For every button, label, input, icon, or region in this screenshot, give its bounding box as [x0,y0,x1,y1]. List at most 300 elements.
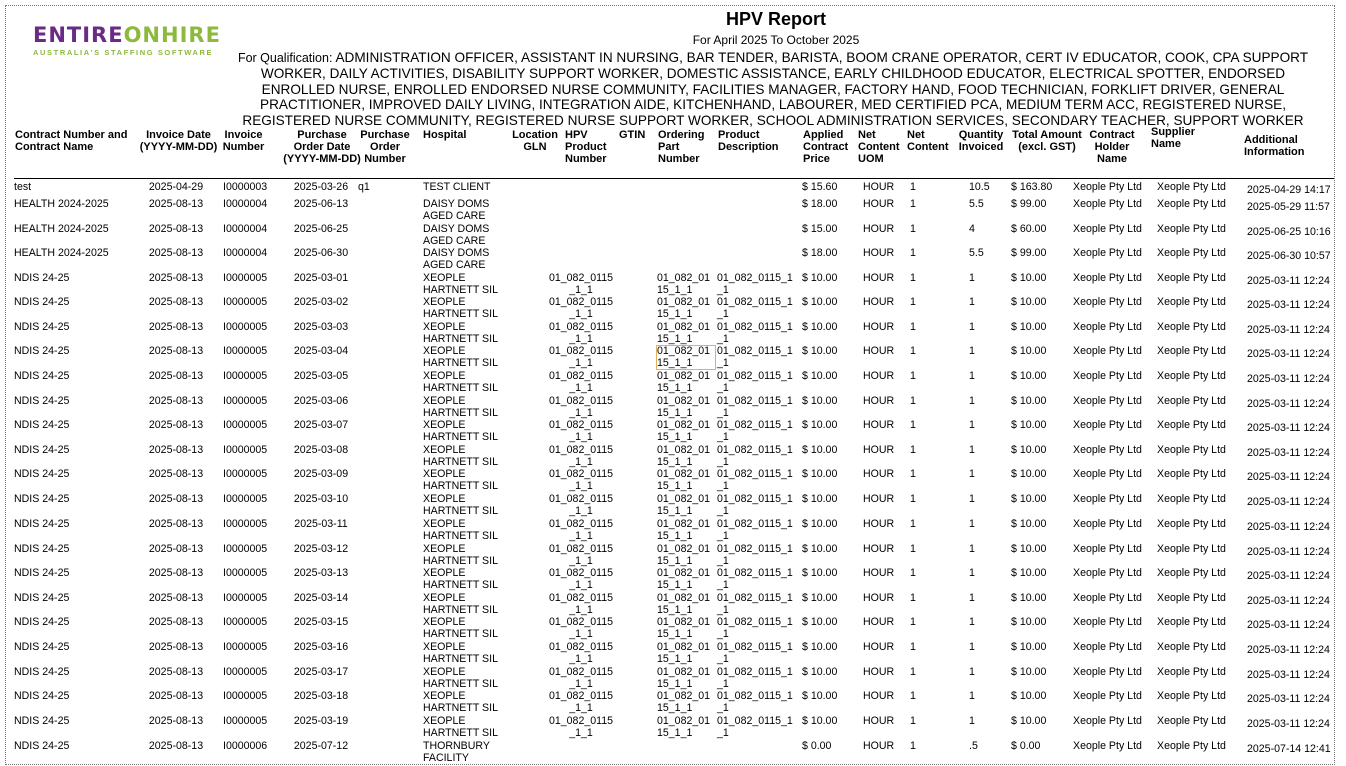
cell-price: $ 10.00 [802,444,838,456]
cell-supplier: Xeople Pty Ltd [1157,345,1226,357]
cell-po-date: 2025-03-12 [293,543,349,555]
cell-po-date: 2025-03-10 [293,493,349,505]
cell-hpv: 01_082_0115 _1_1 [548,296,614,320]
cell-additional: 2025-03-11 12:24 [1247,324,1330,336]
cell-uom: HOUR [863,740,895,752]
cell-additional: 2025-03-11 12:24 [1247,546,1330,558]
cell-holder: Xeople Pty Ltd [1073,247,1142,259]
cell-hospital: XEOPLE HARTNETT SIL [423,518,498,542]
cell-desc: 01_082_0115_1 _1 [717,715,793,739]
cell-uom: HOUR [863,666,895,678]
table-row [6,568,1335,592]
table-row [6,494,1335,518]
cell-desc: 01_082_0115_1 _1 [717,666,793,690]
cell-po-date: 2025-03-01 [293,272,349,284]
cell-price: $ 10.00 [802,518,838,530]
cell-qty: 1 [969,395,975,407]
qualification-prefix: For Qualification: [237,51,333,65]
cell-ordering: 01_082_01 15_1_1 [657,592,711,616]
cell-po-date: 2025-03-18 [293,690,349,702]
cell-ordering: 01_082_01 15_1_1 [657,321,711,345]
cell-contract: NDIS 24-25 [14,641,70,653]
cell-ordering: 01_082_01 15_1_1 [657,641,711,665]
cell-ordering: 01_082_01 15_1_1 [657,567,711,591]
cell-hospital: TEST CLIENT [423,181,491,193]
cell-price: $ 10.00 [802,370,838,382]
cell-contract: HEALTH 2024-2025 [14,198,109,210]
table-row [6,273,1335,297]
cell-desc: 01_082_0115_1 _1 [717,444,793,468]
cell-price: $ 10.00 [802,395,838,407]
cell-additional: 2025-03-11 12:24 [1247,373,1330,385]
cell-additional: 2025-03-11 12:24 [1247,422,1330,434]
cell-contract: NDIS 24-25 [14,666,70,678]
cell-po-no: q1 [358,181,370,193]
cell-inv-date: 2025-08-13 [148,444,204,456]
cell-holder: Xeople Pty Ltd [1073,181,1142,193]
cell-ordering: 01_082_01 15_1_1 [657,543,711,567]
cell-desc: 01_082_0115_1 _1 [717,518,793,542]
cell-inv-date: 2025-08-13 [148,641,204,653]
cell-supplier: Xeople Pty Ltd [1157,592,1226,604]
cell-hospital: XEOPLE HARTNETT SIL [423,370,498,394]
cell-ordering: 01_082_01 15_1_1 [657,395,711,419]
cell-uom: HOUR [863,641,895,653]
report-period: For April 2025 To October 2025 [692,33,860,47]
cell-uom: HOUR [863,690,895,702]
cell-additional: 2025-03-11 12:24 [1247,496,1330,508]
cell-price: $ 10.00 [802,272,838,284]
cell-hpv: 01_082_0115 _1_1 [548,345,614,369]
cell-price: $ 10.00 [802,567,838,579]
cell-holder: Xeople Pty Ltd [1073,468,1142,480]
cell-desc: 01_082_0115_1 _1 [717,616,793,640]
cell-supplier: Xeople Pty Ltd [1157,567,1226,579]
cell-price: $ 10.00 [802,715,838,727]
cell-po-date: 2025-06-25 [293,223,349,235]
cell-holder: Xeople Pty Ltd [1073,666,1142,678]
cell-hpv: 01_082_0115 _1_1 [548,666,614,690]
cell-contract: NDIS 24-25 [14,296,70,308]
cell-holder: Xeople Pty Ltd [1073,198,1142,210]
cell-price: $ 10.00 [802,666,838,678]
cell-additional: 2025-03-11 12:24 [1247,521,1330,533]
cell-holder: Xeople Pty Ltd [1073,518,1142,530]
cell-net: 1 [910,370,916,382]
cell-hospital: XEOPLE HARTNETT SIL [423,616,498,640]
cell-contract: NDIS 24-25 [14,690,70,702]
cell-contract: NDIS 24-25 [14,616,70,628]
cell-supplier: Xeople Pty Ltd [1157,198,1226,210]
cell-total: $ 10.00 [1011,419,1047,431]
header-invoice-number: Invoice Number [222,129,265,153]
cell-ordering: 01_082_01 15_1_1 [657,419,711,443]
logo-wordmark [33,24,223,46]
cell-po-date: 2025-03-26 [293,181,349,193]
cell-hospital: DAISY DOMS AGED CARE [423,198,490,222]
table-row [6,519,1335,543]
cell-inv-date: 2025-08-13 [148,272,204,284]
cell-po-date: 2025-03-06 [293,395,349,407]
cell-hospital: XEOPLE HARTNETT SIL [423,641,498,665]
cell-inv-no: I0000005 [223,468,268,480]
cell-inv-date: 2025-04-29 [148,181,204,193]
cell-inv-no: I0000005 [223,666,268,678]
cell-total: $ 10.00 [1011,690,1047,702]
cell-qty: 1 [969,345,975,357]
cell-contract: NDIS 24-25 [14,370,70,382]
table-row [6,445,1335,469]
cell-total: $ 10.00 [1011,370,1047,382]
cell-desc: 01_082_0115_1 _1 [717,370,793,394]
cell-inv-date: 2025-08-13 [148,296,204,308]
cell-holder: Xeople Pty Ltd [1073,740,1142,752]
header-applied-price: Applied Contract Price [803,129,849,165]
cell-ordering: 01_082_01 15_1_1 [657,518,711,542]
table-row [6,544,1335,568]
cell-net: 1 [910,592,916,604]
cell-net: 1 [910,395,916,407]
cell-hpv: 01_082_0115 _1_1 [548,715,614,739]
cell-inv-date: 2025-08-13 [148,395,204,407]
cell-inv-no: I0000005 [223,444,268,456]
cell-inv-date: 2025-08-13 [148,592,204,604]
cell-qty: 1 [969,444,975,456]
cell-net: 1 [910,272,916,284]
cell-desc: 01_082_0115_1 _1 [717,296,793,320]
cell-ordering: 01_082_01 15_1_1 [657,444,711,468]
cell-hpv: 01_082_0115 _1_1 [548,493,614,517]
cell-qty: 1 [969,272,975,284]
cell-inv-date: 2025-08-13 [148,543,204,555]
cell-supplier: Xeople Pty Ltd [1157,493,1226,505]
cell-net: 1 [910,419,916,431]
cell-total: $ 99.00 [1011,247,1047,259]
cell-uom: HOUR [863,223,895,235]
table-row [6,371,1335,395]
cell-additional: 2025-03-11 12:24 [1247,447,1330,459]
cell-uom: HOUR [863,198,895,210]
cell-net: 1 [910,641,916,653]
table-row [6,741,1335,765]
table-row [6,420,1335,444]
cell-uom: HOUR [863,493,895,505]
cell-holder: Xeople Pty Ltd [1073,444,1142,456]
cell-price: $ 0.00 [802,740,832,752]
cell-desc: 01_082_0115_1 _1 [717,543,793,567]
cell-contract: NDIS 24-25 [14,395,70,407]
header-hospital: Hospital [423,129,467,141]
cell-holder: Xeople Pty Ltd [1073,616,1142,628]
cell-uom: HOUR [863,468,895,480]
table-row [6,396,1335,420]
cell-net: 1 [910,198,916,210]
cell-supplier: Xeople Pty Ltd [1157,543,1226,555]
cell-po-date: 2025-06-13 [293,198,349,210]
cell-inv-no: I0000005 [223,272,268,284]
cell-hospital: XEOPLE HARTNETT SIL [423,493,498,517]
cell-ordering: 01_082_01 15_1_1 [657,493,711,517]
cell-price: $ 10.00 [802,321,838,333]
table-row [6,617,1335,641]
cell-price: $ 10.00 [802,641,838,653]
cell-uom: HOUR [863,181,895,193]
cell-holder: Xeople Pty Ltd [1073,493,1142,505]
cell-inv-no: I0000005 [223,419,268,431]
cell-net: 1 [910,444,916,456]
header-rule [14,178,1334,179]
cell-contract: NDIS 24-25 [14,592,70,604]
report-title: HPV Report [725,9,826,29]
cell-desc: 01_082_0115_1 _1 [717,641,793,665]
cell-hospital: DAISY DOMS AGED CARE [423,247,490,271]
cell-hospital: XEOPLE HARTNETT SIL [423,567,498,591]
cell-hospital: XEOPLE HARTNETT SIL [423,444,498,468]
cell-supplier: Xeople Pty Ltd [1157,321,1226,333]
cell-total: $ 60.00 [1011,223,1047,235]
cell-desc: 01_082_0115_1 _1 [717,690,793,714]
cell-inv-no: I0000004 [223,223,268,235]
cell-total: $ 10.00 [1011,493,1047,505]
cell-additional: 2025-03-11 12:24 [1247,644,1330,656]
header-po-date: Purchase Order Date (YYYY-MM-DD) [283,129,361,165]
cell-ordering: 01_082_01 15_1_1 [657,666,711,690]
cell-supplier: Xeople Pty Ltd [1157,395,1226,407]
table-row [6,297,1335,321]
cell-ordering: 01_082_01 15_1_1 [657,296,711,320]
qualification-filter [228,50,1318,128]
cell-desc: 01_082_0115_1 _1 [717,321,793,345]
cell-hospital: XEOPLE HARTNETT SIL [423,296,498,320]
cell-supplier: Xeople Pty Ltd [1157,444,1226,456]
header-gtin: GTIN [619,129,646,141]
cell-price: $ 10.00 [802,616,838,628]
cell-po-date: 2025-03-02 [293,296,349,308]
cell-desc: 01_082_0115_1 _1 [717,395,793,419]
cell-total: $ 10.00 [1011,567,1047,579]
cell-net: 1 [910,740,916,752]
cell-supplier: Xeople Pty Ltd [1157,370,1226,382]
cell-supplier: Xeople Pty Ltd [1157,518,1226,530]
cell-additional: 2025-03-11 12:24 [1247,398,1330,410]
cell-net: 1 [910,181,916,193]
cell-ordering: 01_082_01 15_1_1 [657,616,711,640]
header-ordering-part: Ordering Part Number [658,129,705,165]
cell-holder: Xeople Pty Ltd [1073,345,1142,357]
cell-additional: 2025-06-25 10:16 [1247,226,1331,238]
cell-hpv: 01_082_0115 _1_1 [548,272,614,296]
cell-hpv: 01_082_0115 _1_1 [548,468,614,492]
cell-po-date: 2025-03-08 [293,444,349,456]
cell-hospital: XEOPLE HARTNETT SIL [423,272,498,296]
header-po-number: Purchase Order Number [360,129,410,165]
cell-inv-no: I0000004 [223,247,268,259]
cell-inv-date: 2025-08-13 [148,370,204,382]
cell-hpv: 01_082_0115 _1_1 [548,567,614,591]
cell-contract: NDIS 24-25 [14,419,70,431]
cell-hospital: XEOPLE HARTNETT SIL [423,592,498,616]
cell-total: $ 10.00 [1011,468,1047,480]
cell-inv-no: I0000005 [223,641,268,653]
cell-inv-no: I0000004 [223,198,268,210]
cell-price: $ 10.00 [802,296,838,308]
cell-hospital: XEOPLE HARTNETT SIL [423,345,498,369]
cell-contract: NDIS 24-25 [14,715,70,727]
cell-uom: HOUR [863,444,895,456]
header-additional-info: Additional Information [1244,134,1305,158]
cell-holder: Xeople Pty Ltd [1073,567,1142,579]
cell-supplier: Xeople Pty Ltd [1157,740,1226,752]
cell-total: $ 10.00 [1011,592,1047,604]
cell-qty: 1 [969,543,975,555]
cell-inv-no: I0000005 [223,518,268,530]
cell-net: 1 [910,715,916,727]
cell-inv-no: I0000005 [223,321,268,333]
cell-hpv: 01_082_0115 _1_1 [548,690,614,714]
cell-holder: Xeople Pty Ltd [1073,395,1142,407]
cell-po-date: 2025-03-15 [293,616,349,628]
cell-po-date: 2025-03-05 [293,370,349,382]
cell-po-date: 2025-03-11 [294,518,348,530]
cell-contract: NDIS 24-25 [14,740,70,752]
cell-inv-date: 2025-08-13 [148,321,204,333]
cell-total: $ 10.00 [1011,543,1047,555]
cell-contract: NDIS 24-25 [14,468,70,480]
cell-holder: Xeople Pty Ltd [1073,641,1142,653]
cell-inv-no: I0000005 [223,395,268,407]
cell-uom: HOUR [863,247,895,259]
cell-holder: Xeople Pty Ltd [1073,296,1142,308]
cell-contract: NDIS 24-25 [14,543,70,555]
cell-inv-no: I0000005 [223,567,268,579]
cell-hospital: XEOPLE HARTNETT SIL [423,666,498,690]
header-contract-holder: Contract Holder Name [1089,129,1135,165]
cell-additional: 2025-05-29 11:57 [1247,201,1330,213]
cell-additional: 2025-03-11 12:24 [1247,275,1330,287]
cell-po-date: 2025-03-17 [293,666,349,678]
cell-holder: Xeople Pty Ltd [1073,715,1142,727]
cell-po-date: 2025-06-30 [293,247,349,259]
cell-po-date: 2025-03-04 [293,345,349,357]
cell-po-date: 2025-03-09 [293,468,349,480]
cell-additional: 2025-03-11 12:24 [1247,348,1330,360]
cell-hospital: DAISY DOMS AGED CARE [423,223,490,247]
cell-inv-date: 2025-08-13 [148,666,204,678]
cell-ordering: 01_082_01 15_1_1 [657,715,711,739]
cell-supplier: Xeople Pty Ltd [1157,247,1226,259]
table-row [6,716,1335,740]
cell-net: 1 [910,345,916,357]
cell-supplier: Xeople Pty Ltd [1157,468,1226,480]
cell-holder: Xeople Pty Ltd [1073,370,1142,382]
cell-qty: 10.5 [969,181,990,193]
cell-desc: 01_082_0115_1 _1 [717,567,793,591]
cell-uom: HOUR [863,345,895,357]
cell-holder: Xeople Pty Ltd [1073,419,1142,431]
header-hpv-product: HPV Product Number [565,129,607,165]
cell-supplier: Xeople Pty Ltd [1157,223,1226,235]
cell-qty: 1 [969,296,975,308]
cell-uom: HOUR [863,518,895,530]
cell-desc: 01_082_0115_1 _1 [717,419,793,443]
cell-qty: 5.5 [969,198,984,210]
table-row [6,346,1335,370]
cell-inv-no: I0000005 [223,370,268,382]
cell-qty: 1 [969,518,975,530]
cell-net: 1 [910,493,916,505]
cell-inv-no: I0000005 [223,296,268,308]
cell-hospital: XEOPLE HARTNETT SIL [423,395,498,419]
cell-net: 1 [910,223,916,235]
header-location-gln: Location GLN [512,129,558,153]
cell-price: $ 10.00 [802,592,838,604]
cell-inv-date: 2025-08-13 [148,198,204,210]
cell-hpv: 01_082_0115 _1_1 [548,370,614,394]
cell-ordering: 01_082_01 15_1_1 [657,346,715,369]
cell-total: $ 10.00 [1011,321,1047,333]
header-supplier: Supplier Name [1151,126,1196,150]
cell-price: $ 15.00 [802,223,838,235]
cell-additional: 2025-06-30 10:57 [1247,250,1331,262]
cell-hpv: 01_082_0115 _1_1 [548,321,614,345]
cell-hpv: 01_082_0115 _1_1 [548,543,614,567]
cell-contract: NDIS 24-25 [14,321,70,333]
cell-inv-no: I0000005 [223,592,268,604]
cell-contract: NDIS 24-25 [14,567,70,579]
cell-inv-no: I0000005 [223,616,268,628]
cell-hpv: 01_082_0115 _1_1 [548,419,614,443]
cell-contract: NDIS 24-25 [14,493,70,505]
cell-hospital: XEOPLE HARTNETT SIL [423,419,498,443]
cell-inv-no: I0000006 [223,740,268,752]
cell-holder: Xeople Pty Ltd [1073,272,1142,284]
cell-inv-date: 2025-08-13 [148,345,204,357]
header-net-uom: Net Content UOM [858,129,900,165]
logo-word-onhire: ONHIRE [123,23,221,47]
cell-hpv: 01_082_0115 _1_1 [548,641,614,665]
cell-inv-no: I0000003 [223,181,268,193]
cell-qty: 4 [969,223,975,235]
cell-hospital: XEOPLE HARTNETT SIL [423,715,498,739]
cell-inv-no: I0000005 [223,345,268,357]
cell-additional: 2025-03-11 12:24 [1247,595,1330,607]
table-row [6,642,1335,666]
cell-qty: 1 [969,641,975,653]
cell-qty: 1 [969,321,975,333]
cell-price: $ 10.00 [802,690,838,702]
header-invoice-date: Invoice Date (YYYY-MM-DD) [139,129,218,153]
cell-net: 1 [910,247,916,259]
cell-hospital: XEOPLE HARTNETT SIL [423,468,498,492]
cell-additional: 2025-03-11 12:24 [1247,299,1330,311]
cell-desc: 01_082_0115_1 _1 [717,272,793,296]
header-product-description: Product Description [718,129,779,153]
cell-supplier: Xeople Pty Ltd [1157,419,1226,431]
cell-contract: NDIS 24-25 [14,518,70,530]
cell-supplier: Xeople Pty Ltd [1157,181,1226,193]
cell-qty: 1 [969,592,975,604]
cell-qty: 1 [969,690,975,702]
cell-net: 1 [910,296,916,308]
cell-hospital: XEOPLE HARTNETT SIL [423,690,498,714]
header-net-content: Net Content [907,129,949,153]
table-row [6,691,1335,715]
cell-desc: 01_082_0115_1 _1 [717,345,793,369]
cell-desc: 01_082_0115_1 _1 [717,592,793,616]
cell-inv-date: 2025-08-13 [148,493,204,505]
cell-inv-date: 2025-08-13 [148,715,204,727]
cell-supplier: Xeople Pty Ltd [1157,272,1226,284]
